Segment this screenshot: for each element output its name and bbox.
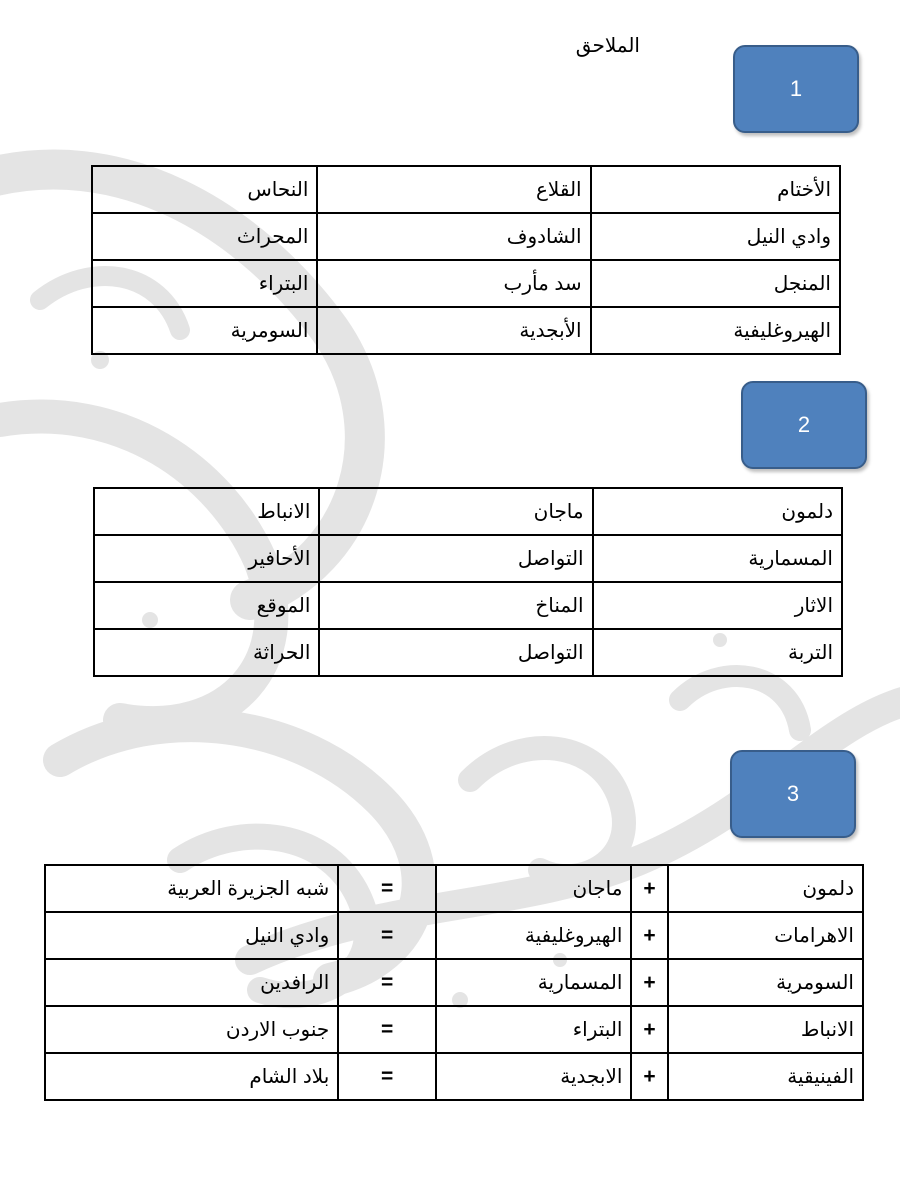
- table-cell: المحراث: [92, 213, 317, 260]
- table-cell: دلمون: [668, 865, 863, 912]
- plus-sign: +: [631, 959, 667, 1006]
- table-cell: ماجان: [319, 488, 592, 535]
- plus-sign: +: [631, 912, 667, 959]
- table-cell: الأحافير: [94, 535, 319, 582]
- table-row: [92, 213, 840, 260]
- section-2-badge: 2: [741, 381, 867, 469]
- table-cell: البتراء: [92, 260, 317, 307]
- equals-sign: =: [338, 959, 436, 1006]
- table-cell: التواصل: [319, 629, 592, 676]
- table-cell: وادي النيل: [591, 213, 840, 260]
- table-cell: الأبجدية: [317, 307, 590, 354]
- section-3-badge: 3: [730, 750, 856, 838]
- table-cell: الفينيقية: [668, 1053, 863, 1100]
- table-cell: سد مأرب: [317, 260, 590, 307]
- table-cell: دلمون: [593, 488, 842, 535]
- table-cell: الشادوف: [317, 213, 590, 260]
- table-cell: الهيروغليفية: [591, 307, 840, 354]
- section-1-badge: 1: [733, 45, 859, 133]
- plus-sign: +: [631, 1053, 667, 1100]
- table-cell: الانباط: [668, 1006, 863, 1053]
- equals-sign: =: [338, 1053, 436, 1100]
- table-cell: المنجل: [591, 260, 840, 307]
- table-row: [94, 582, 842, 629]
- plus-sign: +: [631, 865, 667, 912]
- table-cell: الرافدين: [45, 959, 338, 1006]
- table-cell: الاثار: [593, 582, 842, 629]
- table-cell: المسمارية: [436, 959, 631, 1006]
- table-cell: وادي النيل: [45, 912, 338, 959]
- table-cell: الأختام: [591, 166, 840, 213]
- section-3-table: [44, 864, 864, 1101]
- section-1-table: [91, 165, 841, 355]
- table-row: [94, 629, 842, 676]
- plus-sign: +: [631, 1006, 667, 1053]
- table-cell: الحراثة: [94, 629, 319, 676]
- table-cell: الاهرامات: [668, 912, 863, 959]
- equals-sign: =: [338, 912, 436, 959]
- table-row: [45, 912, 863, 959]
- table-cell: الهيروغليفية: [436, 912, 631, 959]
- table-row: [45, 1006, 863, 1053]
- table-row: [45, 1053, 863, 1100]
- table-row: [92, 307, 840, 354]
- table-row: [45, 865, 863, 912]
- equals-sign: =: [338, 865, 436, 912]
- table-cell: الموقع: [94, 582, 319, 629]
- page-title: الملاحق: [575, 35, 640, 57]
- table-cell: التربة: [593, 629, 842, 676]
- equals-sign: =: [338, 1006, 436, 1053]
- table-cell: المسمارية: [593, 535, 842, 582]
- table-cell: السومرية: [668, 959, 863, 1006]
- table-cell: التواصل: [319, 535, 592, 582]
- table-cell: ماجان: [436, 865, 631, 912]
- table-row: [94, 535, 842, 582]
- table-row: [45, 959, 863, 1006]
- table-cell: المناخ: [319, 582, 592, 629]
- table-cell: القلاع: [317, 166, 590, 213]
- table-cell: البتراء: [436, 1006, 631, 1053]
- table-row: [94, 488, 842, 535]
- section-2-table: [93, 487, 843, 677]
- table-cell: الابجدية: [436, 1053, 631, 1100]
- table-cell: بلاد الشام: [45, 1053, 338, 1100]
- table-row: [92, 166, 840, 213]
- table-cell: شبه الجزيرة العربية: [45, 865, 338, 912]
- table-cell: جنوب الاردن: [45, 1006, 338, 1053]
- table-cell: السومرية: [92, 307, 317, 354]
- table-row: [92, 260, 840, 307]
- table-cell: النحاس: [92, 166, 317, 213]
- table-cell: الانباط: [94, 488, 319, 535]
